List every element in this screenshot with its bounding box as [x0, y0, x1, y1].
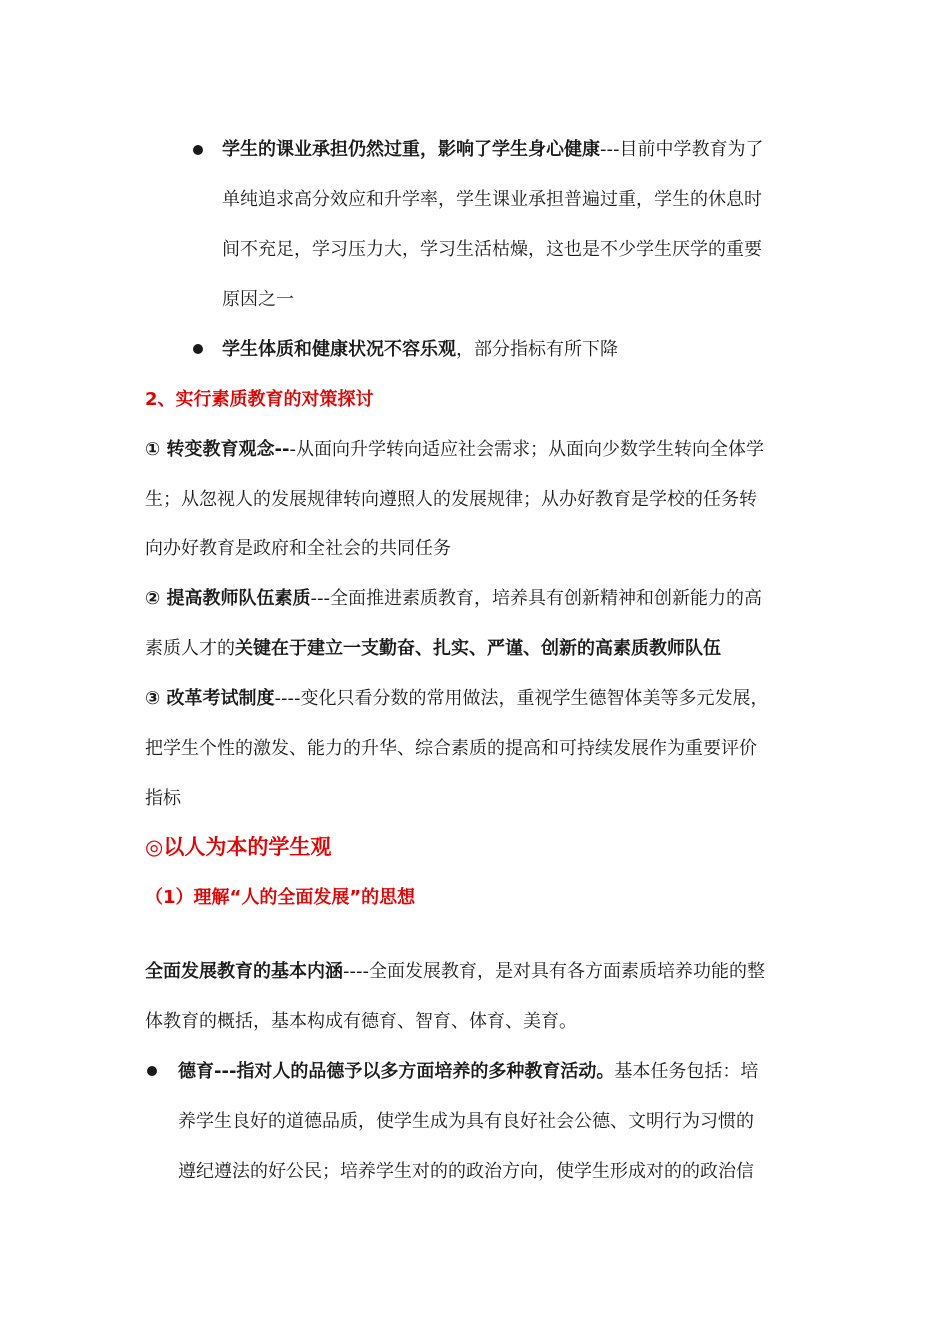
- bullet-item-2: [222, 338, 618, 362]
- point-1-text: -从面向升学转向适应社会需求；从面向少数学生转向全体学: [289, 439, 764, 460]
- point-1-line-1: [145, 438, 764, 462]
- section-3-paragraph-line-1: [145, 960, 765, 984]
- section-2-heading: 2、实行素质教育的对策探讨: [145, 389, 374, 410]
- section-3-paragraph-line-2: 体教育的概括，基本构成有德育、智育、体育、美育。: [145, 1011, 577, 1032]
- bullet-item-1-line-1: [222, 138, 764, 162]
- section-3-subheading: （1）理解“人的全面发展”的思想: [145, 887, 416, 908]
- point-2-line-2-text: 素质人才的: [145, 638, 235, 659]
- point-1-bold: ① 转变教育观念--: [145, 439, 290, 460]
- bullet-item-2-bold: 学生体质和健康状况不容乐观: [222, 339, 456, 360]
- moral-education-line-1: [178, 1060, 758, 1084]
- point-3-line-3: 指标: [145, 788, 181, 809]
- bullet-dot: [147, 1066, 157, 1076]
- point-2-line-1: [145, 587, 762, 611]
- moral-education-line-2: 养学生良好的道德品质，使学生成为具有良好社会公德、文明行为习惯的: [178, 1111, 754, 1132]
- point-3-text: ----变化只看分数的常用做法，重视学生德智体美等多元发展，: [274, 688, 769, 709]
- bullet-dot: [193, 145, 203, 155]
- bullet-item-1-line-2: 单纯追求高分效应和升学率，学生课业承担普遍过重，学生的休息时: [222, 189, 762, 210]
- point-2-line-2-bold: 关键在于建立一支勤奋、扎实、严谨、创新的高素质教师队伍: [235, 638, 721, 659]
- section-3-paragraph-bold: 全面发展教育的基本内涵: [145, 961, 343, 982]
- point-1-line-2: 生；从忽视人的发展规律转向遵照人的发展规律；从办好教育是学校的任务转: [145, 489, 757, 510]
- point-3-line-1: [145, 687, 769, 711]
- moral-education-line-3: 遵纪遵法的好公民；培养学生对的的政治方向，使学生形成对的的政治信: [178, 1161, 754, 1182]
- bullet-item-1-bold: 学生的课业承担仍然过重，影响了学生身心健康: [222, 139, 600, 160]
- section-3-paragraph-text: ----全面发展教育，是对具有各方面素质培养功能的整: [343, 961, 765, 982]
- point-1-line-3: 向办好教育是政府和全社会的共同任务: [145, 538, 451, 559]
- point-2-bold: ② 提高教师队伍素质: [145, 588, 311, 609]
- point-2-line-2: [145, 637, 721, 661]
- point-3-line-2: 把学生个性的激发、能力的升华、综合素质的提高和可持续发展作为重要评价: [145, 738, 757, 759]
- point-2-text: ---全面推进素质教育，培养具有创新精神和创新能力的高: [310, 588, 762, 609]
- section-3-heading: ◎以人为本的学生观: [145, 835, 332, 859]
- point-3-bold: ③ 改革考试制度: [145, 688, 275, 709]
- bullet-item-1-line-4: 原因之一: [222, 289, 294, 310]
- moral-education-text: 基本任务包括：培: [614, 1061, 759, 1082]
- moral-education-bold: 德育---指对人的品德予以多方面培养的多种教育活动。: [178, 1061, 615, 1082]
- bullet-item-2-text: ，部分指标有所下降: [456, 339, 618, 360]
- bullet-item-1-line-3: 间不充足，学习压力大，学习生活枯燥，这也是不少学生厌学的重要: [222, 239, 762, 260]
- bullet-dot: [193, 344, 203, 354]
- bullet-item-1-text: ---目前中学教育为了: [600, 139, 764, 160]
